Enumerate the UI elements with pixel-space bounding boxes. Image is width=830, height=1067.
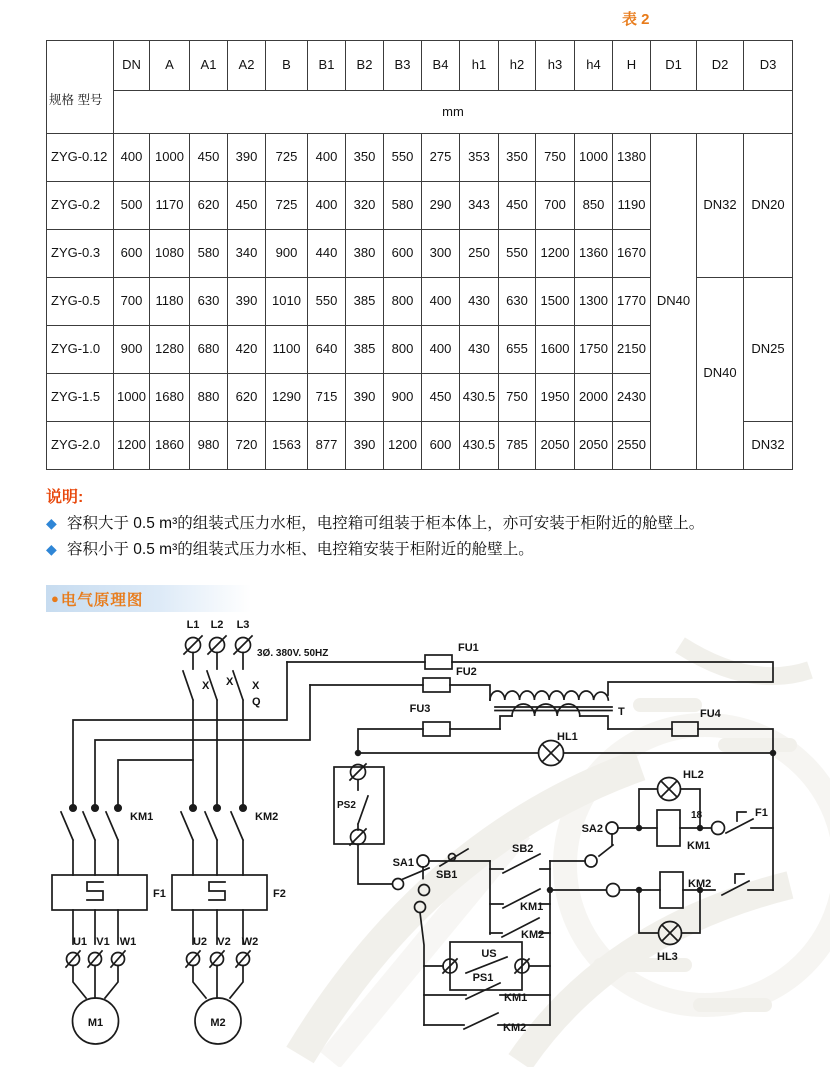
value-cell: 420 <box>228 326 266 374</box>
value-cell: 1200 <box>114 422 150 470</box>
value-cell: 390 <box>346 422 384 470</box>
label-sb2: SB2 <box>512 843 534 855</box>
value-cell: 385 <box>346 326 384 374</box>
model-cell: ZYG-1.5 <box>47 374 114 422</box>
label-m2: M2 <box>210 1017 226 1029</box>
column-header: D3 <box>744 41 793 91</box>
value-cell: 850 <box>575 182 613 230</box>
note-item <box>46 512 790 535</box>
contactor-km1 <box>61 805 121 875</box>
value-cell: 400 <box>114 134 150 182</box>
label-f2: F2 <box>273 888 286 900</box>
value-cell: 630 <box>499 278 536 326</box>
value-cell: 430.5 <box>460 374 499 422</box>
label-q: Q <box>252 696 261 708</box>
electrical-schematic <box>0 600 830 1067</box>
column-header: B1 <box>308 41 346 91</box>
table-row <box>47 134 793 182</box>
column-header: B <box>266 41 308 91</box>
bottom-km-contacts <box>424 983 550 1029</box>
column-header: H <box>613 41 651 91</box>
label-fu2: FU2 <box>456 666 477 678</box>
label-sb1: SB1 <box>436 869 458 881</box>
value-cell: 1080 <box>150 230 190 278</box>
value-cell: 390 <box>228 278 266 326</box>
main-switch <box>183 653 243 807</box>
section-bullet-icon: ● <box>51 591 59 606</box>
value-cell: 320 <box>346 182 384 230</box>
value-cell: 340 <box>228 230 266 278</box>
value-cell: 385 <box>346 278 384 326</box>
value-cell: 1360 <box>575 230 613 278</box>
value-cell: 430.5 <box>460 422 499 470</box>
value-cell: 1750 <box>575 326 613 374</box>
fuse-fu3 <box>358 722 500 751</box>
label-km2-aux: KM2 <box>521 929 545 941</box>
value-cell: 1200 <box>536 230 575 278</box>
model-cell: ZYG-0.5 <box>47 278 114 326</box>
model-cell: ZYG-1.0 <box>47 326 114 374</box>
value-cell: 655 <box>499 326 536 374</box>
value-cell: 550 <box>308 278 346 326</box>
label-km2-bottom: KM2 <box>503 1022 527 1034</box>
label-hl3: HL3 <box>657 951 678 963</box>
label-km1-bank: KM1 <box>130 811 154 823</box>
value-cell: 725 <box>266 182 308 230</box>
label-hl1: HL1 <box>557 731 578 743</box>
fuse-fu2 <box>310 678 490 700</box>
value-cell: 880 <box>190 374 228 422</box>
value-cell: 980 <box>190 422 228 470</box>
value-cell: 350 <box>499 134 536 182</box>
merged-cell-d2: DN32 <box>697 134 744 278</box>
column-header: A1 <box>190 41 228 91</box>
value-cell: 450 <box>190 134 228 182</box>
lamp-hl1 <box>356 741 776 766</box>
value-cell: 1280 <box>150 326 190 374</box>
value-cell: 1860 <box>150 422 190 470</box>
label-sa1: SA1 <box>392 857 414 869</box>
value-cell: 1000 <box>150 134 190 182</box>
thermal-relay-f2 <box>172 875 267 910</box>
label-km2-coil: KM2 <box>688 878 712 890</box>
model-cell: ZYG-0.12 <box>47 134 114 182</box>
value-cell: 440 <box>308 230 346 278</box>
value-cell: 2430 <box>613 374 651 422</box>
column-header: B3 <box>384 41 422 91</box>
label-fu1: FU1 <box>458 642 479 654</box>
value-cell: 720 <box>228 422 266 470</box>
value-cell: 785 <box>499 422 536 470</box>
value-cell: 1380 <box>613 134 651 182</box>
label-ps2: PS2 <box>337 800 356 811</box>
value-cell: 1180 <box>150 278 190 326</box>
section-title: 电气原理图 <box>60 591 144 609</box>
diamond-bullet-icon: ◆ <box>46 515 57 531</box>
column-header: h2 <box>499 41 536 91</box>
merged-cell-d3: DN20 <box>744 134 793 278</box>
value-cell: 2050 <box>575 422 613 470</box>
label-u2: U2 <box>192 936 208 948</box>
value-cell: 1200 <box>384 422 422 470</box>
column-header: A2 <box>228 41 266 91</box>
value-cell: 725 <box>266 134 308 182</box>
value-cell: 800 <box>384 278 422 326</box>
column-header: h4 <box>575 41 613 91</box>
value-cell: 1563 <box>266 422 308 470</box>
value-cell: 700 <box>536 182 575 230</box>
table-caption: 表 2 <box>622 11 650 28</box>
label-hl2: HL2 <box>683 769 704 781</box>
unit-cell: mm <box>114 91 793 134</box>
value-cell: 400 <box>308 182 346 230</box>
value-cell: 550 <box>499 230 536 278</box>
value-cell: 1100 <box>266 326 308 374</box>
value-cell: 1000 <box>114 374 150 422</box>
label-18: 18 <box>691 810 703 821</box>
column-header: B2 <box>346 41 384 91</box>
value-cell: 630 <box>190 278 228 326</box>
transformer-t <box>490 691 612 729</box>
label-w2: W2 <box>241 936 259 948</box>
value-cell: 750 <box>499 374 536 422</box>
value-cell: 700 <box>114 278 150 326</box>
column-header: D2 <box>697 41 744 91</box>
value-cell: 580 <box>384 182 422 230</box>
value-cell: 580 <box>190 230 228 278</box>
value-cell: 900 <box>266 230 308 278</box>
value-cell: 1290 <box>266 374 308 422</box>
label-v1: V1 <box>96 936 110 948</box>
label-x2: X <box>226 676 234 688</box>
value-cell: 750 <box>536 134 575 182</box>
value-cell: 1770 <box>613 278 651 326</box>
label-fu3: FU3 <box>409 703 431 715</box>
value-cell: 400 <box>422 278 460 326</box>
value-cell: 343 <box>460 182 499 230</box>
value-cell: 353 <box>460 134 499 182</box>
value-cell: 680 <box>190 326 228 374</box>
contactor-km2 <box>181 805 246 875</box>
label-km1-bottom: KM1 <box>504 992 528 1004</box>
value-cell: 1000 <box>575 134 613 182</box>
label-km1-aux: KM1 <box>520 901 544 913</box>
value-cell: 300 <box>422 230 460 278</box>
label-f1-contact: F1 <box>755 807 768 819</box>
value-cell: 1170 <box>150 182 190 230</box>
merged-cell-d2: DN40 <box>697 278 744 470</box>
value-cell: 2000 <box>575 374 613 422</box>
value-cell: 1190 <box>613 182 651 230</box>
value-cell: 1010 <box>266 278 308 326</box>
value-cell: 900 <box>114 326 150 374</box>
value-cell: 877 <box>308 422 346 470</box>
value-cell: 430 <box>460 326 499 374</box>
label-supply: 3Ø. 380V. 50HZ <box>257 648 329 659</box>
column-header: h3 <box>536 41 575 91</box>
phase-terminals <box>184 636 252 654</box>
value-cell: 1950 <box>536 374 575 422</box>
column-header: D1 <box>651 41 697 91</box>
note-text: 容积大于 0.5 m³的组装式压力水柜，电控箱可组装于柜本体上，亦可安装于柜附近的舱壁上。 <box>67 515 705 532</box>
value-cell: 600 <box>114 230 150 278</box>
value-cell: 500 <box>114 182 150 230</box>
label-km1-coil: KM1 <box>687 840 711 852</box>
label-w1: W1 <box>119 936 137 948</box>
value-cell: 1670 <box>613 230 651 278</box>
label-us: US <box>481 948 497 960</box>
label-f1: F1 <box>153 888 166 900</box>
notes-section <box>46 484 790 565</box>
merged-cell-d1: DN40 <box>651 134 697 470</box>
value-cell: 2550 <box>613 422 651 470</box>
value-cell: 1300 <box>575 278 613 326</box>
value-cell: 400 <box>308 134 346 182</box>
label-x3: X <box>252 680 260 692</box>
bus-lines <box>73 662 310 806</box>
value-cell: 250 <box>460 230 499 278</box>
value-cell: 380 <box>346 230 384 278</box>
column-header: DN <box>114 41 150 91</box>
label-v2: V2 <box>217 936 231 948</box>
value-cell: 1600 <box>536 326 575 374</box>
value-cell: 640 <box>308 326 346 374</box>
label-u1: U1 <box>72 936 88 948</box>
value-cell: 900 <box>384 374 422 422</box>
label-l2: L2 <box>210 619 224 631</box>
value-cell: 600 <box>422 422 460 470</box>
label-x1: X <box>202 680 210 692</box>
value-cell: 600 <box>384 230 422 278</box>
value-cell: 450 <box>422 374 460 422</box>
corner-header-cell: 规格 型号 <box>47 41 114 134</box>
value-cell: 450 <box>499 182 536 230</box>
label-km2-bank: KM2 <box>255 811 279 823</box>
label-ps1: PS1 <box>472 972 494 984</box>
value-cell: 715 <box>308 374 346 422</box>
note-item <box>46 538 790 561</box>
label-sa2: SA2 <box>581 823 603 835</box>
column-header: A <box>150 41 190 91</box>
value-cell: 2050 <box>536 422 575 470</box>
value-cell: 430 <box>460 278 499 326</box>
pressure-switch-ps2 <box>334 764 392 884</box>
value-cell: 400 <box>422 326 460 374</box>
label-t: T <box>618 706 625 718</box>
label-m1: M1 <box>87 1017 104 1029</box>
notes-heading: 说明: <box>46 489 84 506</box>
label-l1: L1 <box>186 619 200 631</box>
label-l3: L3 <box>236 619 250 631</box>
label-fu4: FU4 <box>700 708 721 720</box>
value-cell: 290 <box>422 182 460 230</box>
spec-table <box>46 40 793 470</box>
value-cell: 1680 <box>150 374 190 422</box>
value-cell: 1500 <box>536 278 575 326</box>
value-cell: 2150 <box>613 326 651 374</box>
merged-cell-d3: DN25 <box>744 278 793 422</box>
thermal-relay-f1 <box>52 875 147 910</box>
value-cell: 620 <box>190 182 228 230</box>
value-cell: 550 <box>384 134 422 182</box>
value-cell: 350 <box>346 134 384 182</box>
diamond-bullet-icon: ◆ <box>46 541 57 558</box>
column-header: B4 <box>422 41 460 91</box>
value-cell: 620 <box>228 374 266 422</box>
merged-cell-d3: DN32 <box>744 422 793 470</box>
value-cell: 800 <box>384 326 422 374</box>
value-cell: 275 <box>422 134 460 182</box>
value-cell: 450 <box>228 182 266 230</box>
note-text: 容积小于 0.5 m³的组装式压力水柜、电控箱安装于柜附近的舱壁上。 <box>67 541 534 559</box>
model-cell: ZYG-0.2 <box>47 182 114 230</box>
column-header: h1 <box>460 41 499 91</box>
model-cell: ZYG-0.3 <box>47 230 114 278</box>
model-cell: ZYG-2.0 <box>47 422 114 470</box>
value-cell: 390 <box>228 134 266 182</box>
value-cell: 390 <box>346 374 384 422</box>
